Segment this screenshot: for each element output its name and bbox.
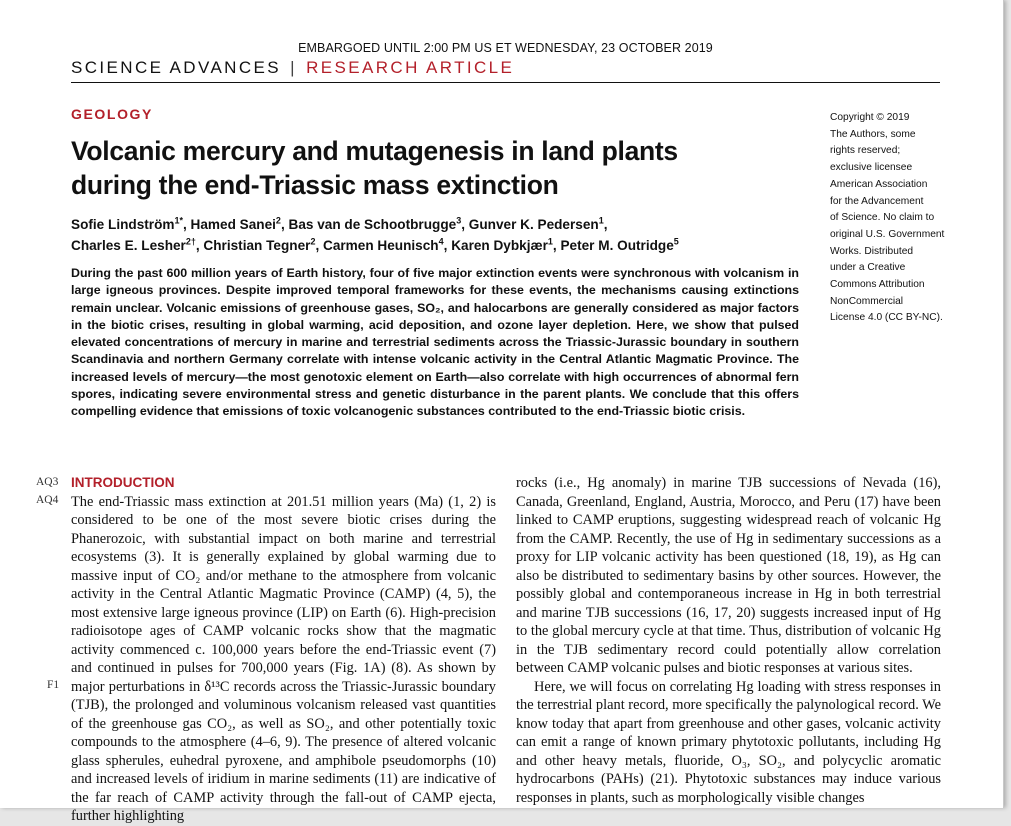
margin-note-aq3: AQ3 (36, 476, 59, 488)
body-column-left (71, 474, 496, 826)
body-paragraph: The end-Triassic mass extinction at 201.51 million years (Ma) (1, 2) is considered to be one of the most severe biotic crises during the Phanerozoic, with substantial impact on both marine and terrestrial ecosystems (3). It is generally explained by global warming due to massive input of CO₂ and/or methane to the atmosphere from volcanic activity in the Central Atlantic Magmatic Province (CAMP) (4, 5), the most extensive large igneous province (LIP) on Earth (6). High-precision radioisotope ages of CAMP volcanic rocks show that the magmatic activity commenced c. 100,000 years before the end-Triassic event (7) and continued in pulses for 700,000 years (Fig. 1A) (8). As shown by major perturbations in δ¹³C records across the Triassic-Jurassic boundary (TJB), the prolonged and voluminous volcanism released vast quantities of the greenhouse gas CO₂, as well as SO₂, and other potentially toxic compounds to the atmosphere (4–6, 9). The presence of altered volcanic glass spherules, euhedral pyroxene, and amphibole pseudomorphs (10) and increased levels of iridium in marine sediments (11) are indicative of the far reach of CAMP activity through the fall-out of CAMP ejecta, further highlighting (71, 493, 496, 824)
body-paragraph: Here, we will focus on correlating Hg loading with stress responses in the terrestrial plant record, more specifically the palynological record. We know today that apart from greenhouse and other gases, volcanic activity can emit a range of known primary phytotoxic pollutants, including Hg and other heavy metals, fluoride, O₃, SO₂, and polycyclic aromatic hydrocarbons (PAHs) (21). Phytotoxic substances may induce various responses in plants, such as morphologically visible changes (516, 678, 941, 806)
section-heading-introduction: INTRODUCTION (71, 475, 175, 490)
journal-header (71, 58, 514, 78)
margin-note-f1: F1 (47, 679, 60, 691)
author[interactable]: Karen Dybkjær$^1$ (451, 236, 553, 253)
article-category: GEOLOGY (71, 106, 153, 122)
author[interactable]: Carmen Heunisch$^4$ (323, 236, 444, 253)
author[interactable]: Hamed Sanei$^2$ (190, 215, 281, 232)
title-line-2: during the end-Triassic mass extinction (71, 170, 559, 200)
author[interactable]: Charles E. Lesher$^{2\dagger}$ (71, 236, 196, 253)
header-separator: | (290, 58, 297, 77)
author[interactable]: Bas van de Schootbrugge$^3$ (288, 215, 462, 232)
abstract: During the past 600 million years of Earth history, four of five major extinction events were synchronous with volcanism in large igneous provinces. Despite improved temporal frameworks for these events, the mechanisms causing extinctions remain unclear. Volcanic emissions of greenhouse gases, SO₂, and halocarbons are generally considered as major factors in the biotic crises, resulting in global warming, acid deposition, and ozone layer depletion. Here, we show that pulsed elevated concentrations of mercury in marine and terrestrial sediments across the Triassic-Jurassic boundary in southern Scandinavia and northern Germany correlate with intense volcanic activity in the Central Atlantic Magmatic Province. The increased levels of mercury—the most genotoxic element on Earth—also correlate with high occurrences of abnormal fern spores, indicating severe environmental stress and genetic disturbance in the parent plants. We conclude that this offers compelling evidence that emissions of toxic volcanogenic substances contributed to the end-Triassic biotic crisis. (71, 266, 799, 419)
embargo-notice: EMBARGOED UNTIL 2:00 PM US ET WEDNESDAY, 23 OCTOBER 2019 (298, 41, 713, 55)
title-line-1: Volcanic mercury and mutagenesis in land plants (71, 136, 678, 166)
author-list: Sofie Lindström$^{1*}$, Hamed Sanei$^2$, Bas van de Schootbrugge$^3$, Gunver K. Pedersen$^1$, Charles E. Lesher$^{2\dagger}$, Christian Tegner$^2$, Carmen Heunisch$^4$, Karen Dybkjær$^1$, Peter M. Outridge$^5$ (71, 215, 679, 253)
author[interactable]: Christian Tegner$^2$ (203, 236, 316, 253)
journal-name: SCIENCE ADVANCES (71, 58, 282, 77)
author[interactable]: Peter M. Outridge$^5$ (560, 236, 679, 253)
author[interactable]: Gunver K. Pedersen$^1$ (468, 215, 604, 232)
body-column-right (516, 474, 941, 807)
margin-note-aq4: AQ4 (36, 494, 59, 506)
body-paragraph: rocks (i.e., Hg anomaly) in marine TJB successions of Nevada (16), Canada, Greenland, England, Austria, Morocco, and Peru (17) have been linked to CAMP eruptions, suggesting widespread reach of volcanic Hg from the CAMP. Recently, the use of Hg in sedimentary successions as a proxy for LIP volcanic activity has been questioned (18, 19), as Hg can also be distributed to sedimentary basins by other sources. However, the possibly global and contemporaneous increase in Hg in both terrestrial and marine TJB successions (16, 17, 20) suggests increased input of Hg to the global mercury cycle at that time. Thus, distribution of volcanic Hg in the TJB sedimentary record could potentially allow correlation between CAMP volcanic pulses and biotic responses at various sites. (516, 475, 941, 676)
article-title (71, 134, 791, 202)
copyright-notice: Copyright © 2019 The Authors, some rights reserved; exclusive licensee American Association for the Advancement of Science. No claim to original U.S. Government Works. Distributed under a Creative Commons Attribution NonCommercial License 4.0 (CC BY-NC). (830, 112, 945, 324)
section-name: RESEARCH ARTICLE (306, 58, 515, 77)
author[interactable]: Sofie Lindström$^{1*}$ (71, 215, 183, 232)
header-rule (71, 82, 940, 83)
